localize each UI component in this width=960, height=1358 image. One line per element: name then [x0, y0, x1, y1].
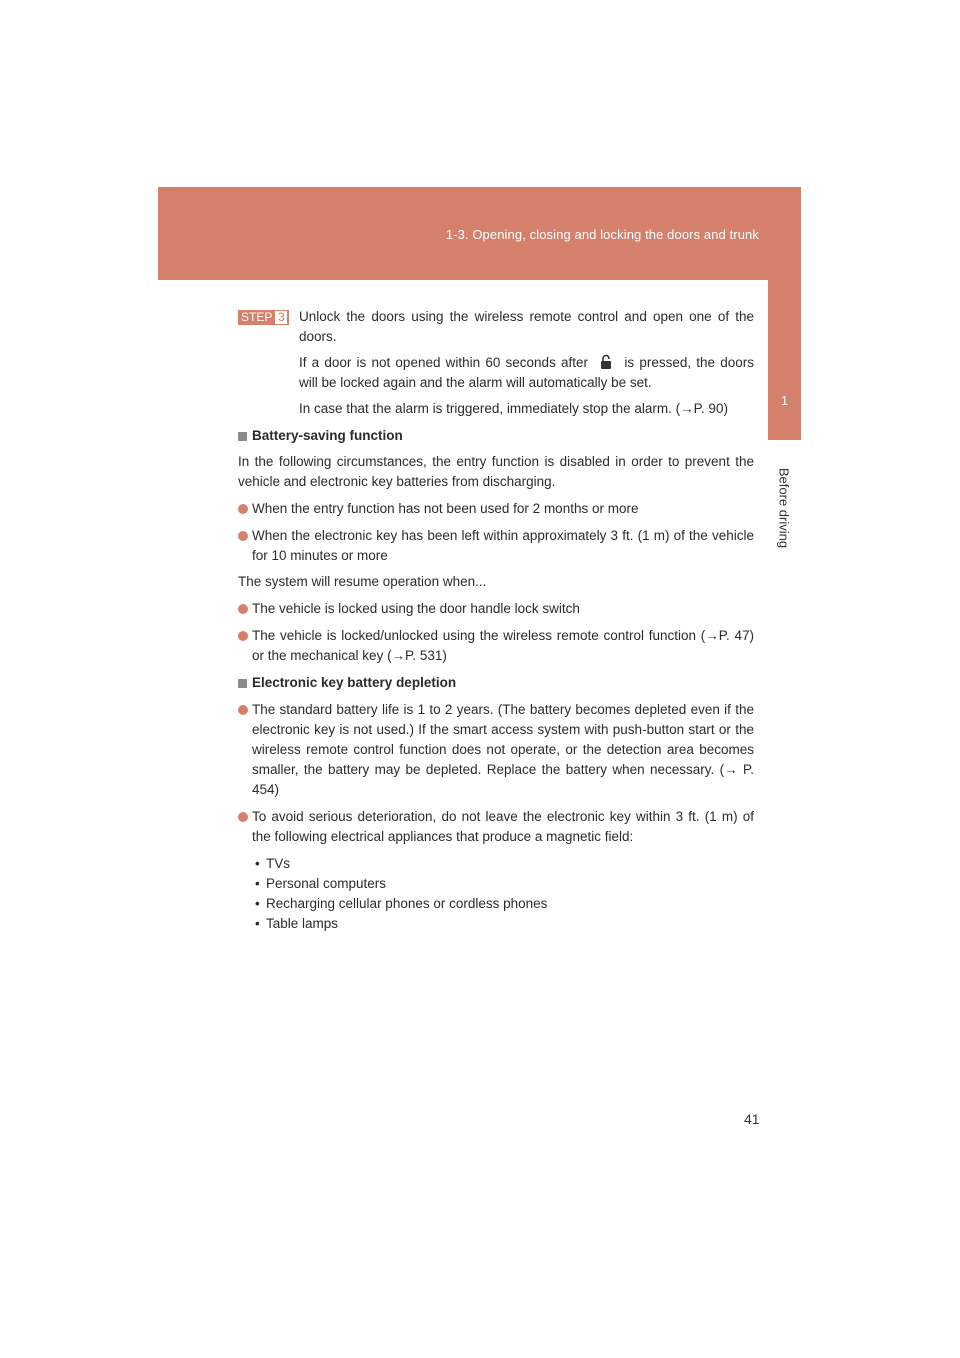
- section-header-title: 1-3. Opening, closing and locking the doors and trunk: [445, 227, 759, 242]
- key-depletion-title: Electronic key battery depletion: [252, 675, 457, 690]
- list-item: [238, 526, 754, 566]
- page-number: 41: [744, 1111, 760, 1127]
- step-badge-number: 3: [275, 311, 287, 324]
- list-item: [238, 807, 754, 847]
- step-text: Unlock the doors using the wireless remote control and open one of the doors.: [299, 309, 754, 344]
- bullet-icon: [238, 631, 248, 641]
- step-badge-label: STEP: [241, 310, 273, 324]
- list-item-text: To avoid serious deterioration, do not leave the electronic key within 3 ft. (1 m) of the following electrical appliances that produce a magnetic field:: [252, 809, 754, 844]
- header-band: [158, 187, 801, 280]
- gray-square-icon: [238, 432, 247, 441]
- list-item-text: When the entry function has not been used for 2 months or more: [252, 501, 639, 516]
- list-item-text: The vehicle is locked/unlocked using the wireless remote control function (→P. 47) or the mechanical key (→P. 531): [252, 628, 754, 663]
- list-item: [238, 499, 754, 519]
- step-note-1-before: If a door is not opened within 60 seconds after: [299, 355, 589, 370]
- lock-icon: [595, 354, 617, 370]
- list-item-text: The standard battery life is 1 to 2 years. (The battery becomes depleted even if the electronic key is not used.) If the smart access system with push-button start or the wireless remote control function does not operate, or the detection area becomes smaller, the battery may be depleted. Replace the battery when necessary. (→ P. 454): [252, 702, 754, 797]
- bullet-icon: [238, 604, 248, 614]
- list-item: [238, 599, 754, 619]
- small-bullet: •: [255, 896, 260, 911]
- small-bullet: •: [255, 876, 260, 891]
- battery-saving-intro: In the following circumstances, the entry function is disabled in order to prevent the vehicle and electronic key batteries from discharging.: [238, 454, 754, 489]
- bullet-icon: [238, 531, 248, 541]
- appliance-text: TVs: [266, 856, 291, 871]
- list-item-text: When the electronic key has been left within approximately 3 ft. (1 m) of the vehicle for 10 minutes or more: [252, 528, 754, 563]
- step-badge: [238, 310, 289, 325]
- key-depletion-heading: [238, 673, 754, 693]
- appliance-item: [252, 854, 754, 874]
- appliance-list: [238, 854, 754, 934]
- step-3: [238, 307, 754, 419]
- small-bullet: •: [255, 856, 260, 871]
- bullet-icon: [238, 812, 248, 822]
- appliance-text: Personal computers: [266, 876, 387, 891]
- step-note-1: [299, 353, 754, 393]
- resume-text: The system will resume operation when...: [238, 574, 487, 589]
- step-note-1-after: is pressed, the doors will be locked again and the alarm will automatically be set.: [299, 355, 754, 390]
- step-note-2: In case that the alarm is triggered, immediately stop the alarm. (→P. 90): [299, 401, 728, 416]
- appliance-item: [252, 874, 754, 894]
- appliance-item: [252, 894, 754, 914]
- list-item: [238, 700, 754, 800]
- appliance-text: Table lamps: [266, 916, 339, 931]
- gray-square-icon: [238, 679, 247, 688]
- appliance-item: [252, 914, 754, 934]
- page-content: [238, 307, 754, 934]
- small-bullet: •: [255, 916, 260, 931]
- chapter-tab: [768, 187, 801, 440]
- bullet-icon: [238, 705, 248, 715]
- chapter-number: 1: [780, 393, 789, 408]
- list-item: [238, 626, 754, 666]
- list-item-text: The vehicle is locked using the door handle lock switch: [252, 601, 580, 616]
- battery-saving-title: Battery-saving function: [252, 428, 403, 443]
- bullet-icon: [238, 504, 248, 514]
- chapter-label: Before driving: [776, 467, 792, 549]
- battery-saving-heading: [238, 426, 754, 446]
- appliance-text: Recharging cellular phones or cordless phones: [266, 896, 548, 911]
